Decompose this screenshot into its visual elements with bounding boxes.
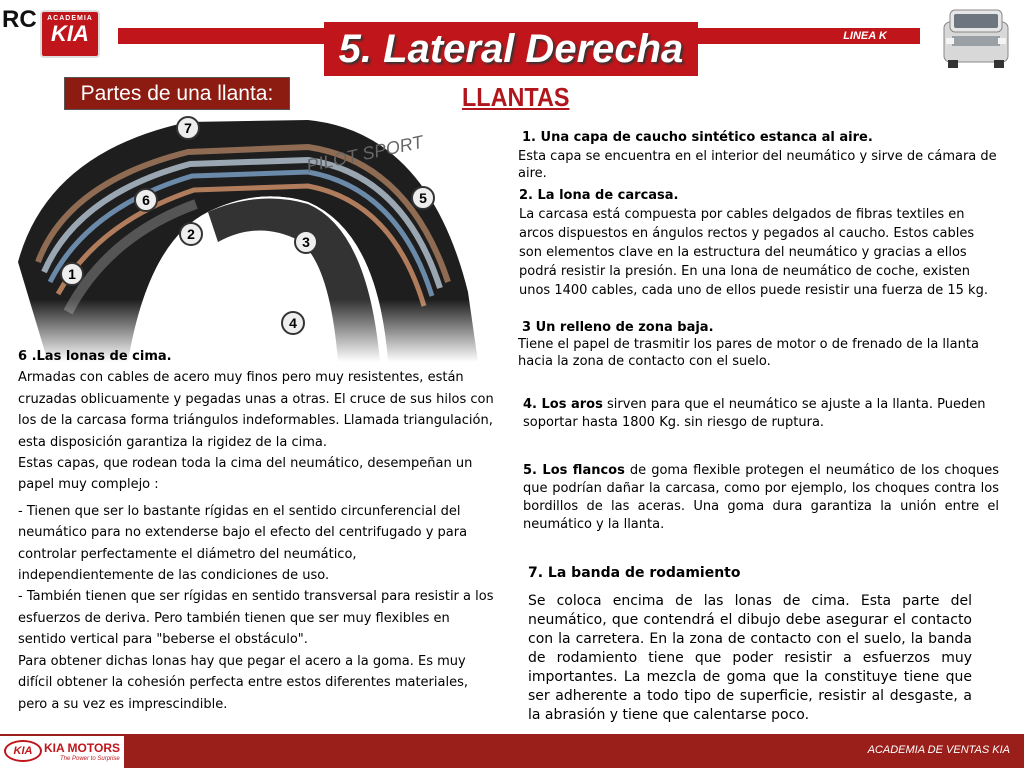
section-title: LLANTAS: [462, 82, 570, 112]
item-1: [518, 127, 1018, 182]
item-3-body: Tiene el papel de trasmitir los pares de motor o de frenado de la llanta hacia la zona de contacto con el suelo.: [518, 337, 979, 369]
svg-text:PILOT SPORT: PILOT SPORT: [304, 131, 425, 176]
kia-motors-text: KIA MOTORS: [44, 741, 121, 755]
tire-label-4: [282, 312, 304, 334]
linea-label: LINEA K: [843, 30, 887, 42]
item-7-title: 7. La banda de rodamiento: [528, 565, 741, 581]
tire-label-1: [61, 263, 83, 285]
footer-academia-text: ACADEMIA DE VENTAS KIA: [867, 744, 1010, 756]
item-4: [523, 396, 1001, 432]
kia-oval-logo: KIA: [4, 740, 42, 762]
page-title: 5. Lateral Derecha: [324, 22, 698, 76]
svg-text:7: 7: [184, 120, 192, 136]
item-5-title: 5. Los flancos: [523, 463, 625, 478]
logo-academia-text: ACADEMIA: [47, 15, 93, 22]
tire-label-5: [412, 187, 434, 209]
item-1-title: 1. Una capa de caucho sintético estanca al aire.: [522, 130, 873, 145]
item-6-column: [18, 346, 496, 715]
item-4-body: sirven para que el neumático se ajuste a la llanta. Pueden soportar hasta 1800 Kg. sin riesgo de ruptura.: [523, 397, 986, 430]
svg-text:1: 1: [68, 266, 76, 282]
item-6-paragraph-2: Estas capas, que rodean toda la cima del neumático, desempeñan un papel muy complejo :: [18, 456, 473, 493]
item-2-title: 2. La lona de carcasa.: [519, 188, 679, 203]
kia-motors-logo: [0, 736, 124, 768]
item-5: [523, 462, 999, 534]
svg-text:5: 5: [419, 190, 427, 206]
item-5-body: de goma flexible protegen el neumático de los choques que podrían dañar la carcasa, como por ejemplo, los choques contra los bordillos de las aceras. Una goma dura garantiza la unión entre el neumático y la llanta.: [523, 463, 1000, 532]
tire-label-6: [135, 189, 157, 211]
item-3: [518, 319, 988, 370]
item-6-paragraph-5: Para obtener dichas lonas hay que pegar el acero a la goma. Es muy difícil obtener la cohesión perfecta entre estos diferentes materiales, pero a su vez es imprescindible.: [18, 653, 468, 712]
van-image: [940, 4, 1012, 70]
kia-slogan: The Power to Surprise: [60, 756, 120, 762]
item-1-body: Esta capa se encuentra en el interior del neumático y sirve de cámara de aire.: [518, 149, 997, 181]
item-6-paragraph-3: - Tienen que ser lo bastante rígidas en el sentido circunferencial del neumático para no extenderse bajo el efecto del centrifugado y para controlar perfectamente el diámetro del neumático, independientemente de las condiciones de uso.: [18, 503, 468, 584]
tire-cross-section-image: [8, 112, 508, 362]
academia-kia-logo: [40, 10, 100, 58]
item-6-title: 6 .Las lonas de cima.: [18, 349, 172, 364]
item-2: [519, 186, 999, 300]
partes-label: Partes de una llanta:: [64, 77, 290, 110]
rc-label: RC: [2, 6, 37, 33]
item-6-paragraph-1: Armadas con cables de acero muy finos pero muy resistentes, están cruzadas oblicuamente y pegadas unas a otras. El cruce de sus hilos con los de la carcasa forma triángulos indeformables. Llamada triangulación, esta disposición garantiza la rigidez de la cima.: [18, 370, 494, 450]
item-3-title: 3 Un relleno de zona baja.: [522, 320, 714, 335]
item-6-paragraph-4: - También tienen que ser rígidas en sentido transversal para resistir a los esfuerzos de deriva. Pero también tienen que ser muy flexibles en sentido vertical para "beberse el obstáculo".: [18, 589, 494, 648]
item-2-body: La carcasa está compuesta por cables delgados de fibras textiles en arcos dispuestos en ángulos rectos y pegados al caucho. Estos cables son elementos clave en la estructura del neumático y gracias a ellos podrá resistir la presión. En una lona de neumático de coche, existen unos 1400 cables, cada uno de ellos puede resistir una fuerza de 15 kg.: [519, 207, 988, 298]
svg-text:4: 4: [289, 315, 297, 331]
logo-kia-text: KIA: [51, 21, 89, 46]
svg-text:3: 3: [302, 234, 310, 250]
svg-text:6: 6: [142, 192, 150, 208]
tire-label-7: [177, 117, 199, 139]
tire-label-2: [180, 223, 202, 245]
svg-text:2: 2: [187, 226, 195, 242]
item-4-title: 4. Los aros: [523, 397, 603, 412]
item-7-body: Se coloca encima de las lonas de cima. Esta parte del neumático, que contendrá el dibujo debe asegurar el contacto con la carretera. En la zona de contacto con el suelo, la banda de rodamiento tiene que poder resistir a esfuerzos muy importantes. La mezcla de goma que la constituye tiene que ser adherente a todo tipo de superficie, resistir al desgaste, a la abrasión y tiene que calentarse poco.: [528, 593, 972, 723]
tire-label-3: [295, 231, 317, 253]
